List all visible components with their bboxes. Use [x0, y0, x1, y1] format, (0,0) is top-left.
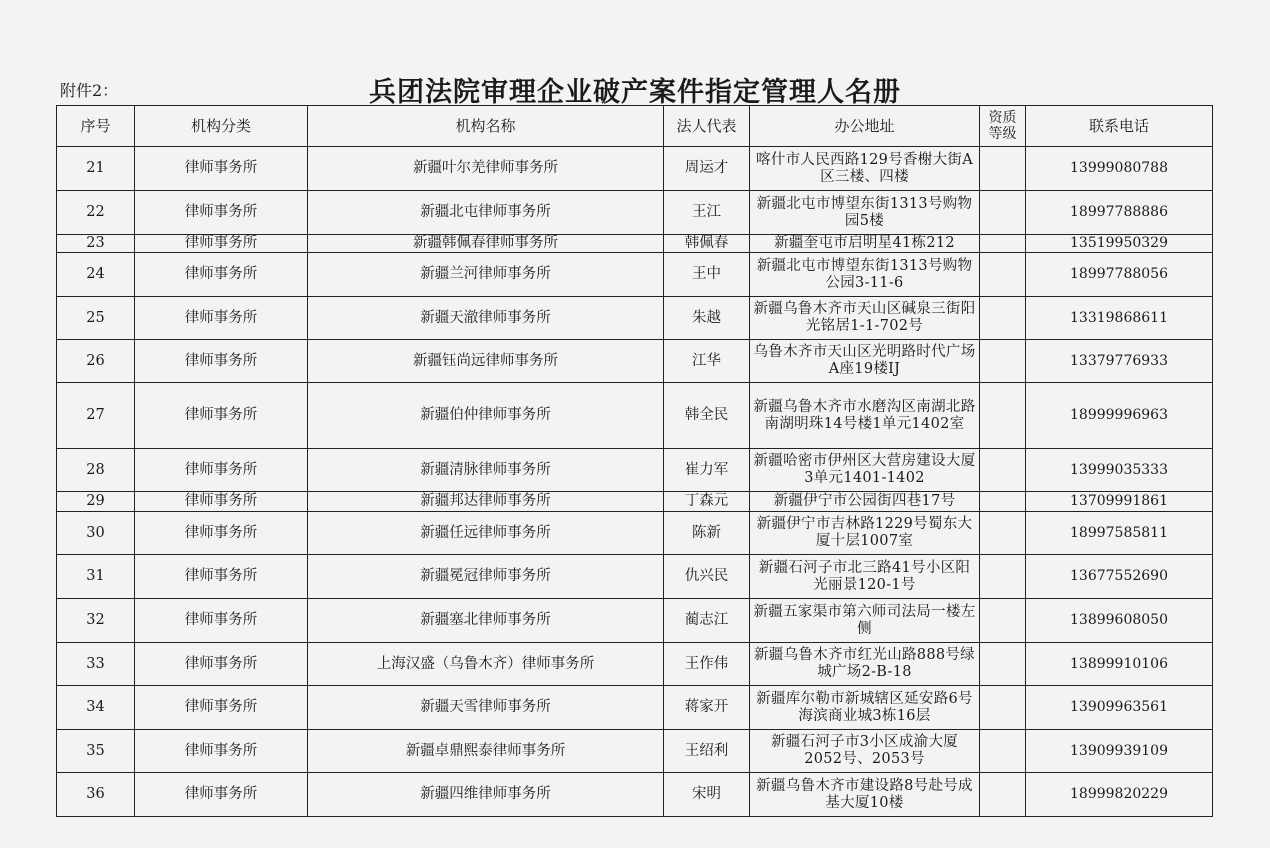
- row-qualification: [980, 686, 1026, 730]
- row-rep: 王绍利: [664, 730, 750, 773]
- table-row: [57, 191, 1213, 235]
- row-category: 律师事务所: [135, 555, 308, 599]
- row-qualification: [980, 147, 1026, 191]
- row-address: 新疆石河子市3小区成渝大厦2052号、2053号: [750, 730, 980, 773]
- row-category: 律师事务所: [135, 512, 308, 555]
- row-phone: 13909963561: [1026, 686, 1213, 730]
- row-name: 新疆钰尚远律师事务所: [308, 340, 664, 383]
- row-address: 新疆石河子市北三路41号小区阳光丽景120-1号: [750, 555, 980, 599]
- row-seq: 22: [57, 191, 135, 235]
- row-qualification: [980, 383, 1026, 449]
- table-header-row: [57, 106, 1213, 147]
- row-qualification: [980, 297, 1026, 340]
- table-row: [57, 492, 1213, 512]
- table-row: [57, 253, 1213, 297]
- row-phone: 18997788886: [1026, 191, 1213, 235]
- row-seq: 25: [57, 297, 135, 340]
- row-category: 律师事务所: [135, 773, 308, 817]
- row-qualification: [980, 773, 1026, 817]
- header-category: 机构分类: [135, 106, 308, 147]
- row-rep: 韩全民: [664, 383, 750, 449]
- row-phone: 18999820229: [1026, 773, 1213, 817]
- document-title: 兵团法院审理企业破产案件指定管理人名册: [369, 77, 901, 108]
- row-name: 新疆冕冠律师事务所: [308, 555, 664, 599]
- row-phone: 13319868611: [1026, 297, 1213, 340]
- row-phone: 18997585811: [1026, 512, 1213, 555]
- row-name: 新疆叶尔羌律师事务所: [308, 147, 664, 191]
- row-rep: 韩佩春: [664, 235, 750, 253]
- attachment-label: 附件2：: [60, 81, 119, 100]
- row-seq: 21: [57, 147, 135, 191]
- row-address: 新疆北屯市博望东街1313号购物园5楼: [750, 191, 980, 235]
- row-category: 律师事务所: [135, 730, 308, 773]
- row-category: 律师事务所: [135, 686, 308, 730]
- row-address: 乌鲁木齐市天山区光明路时代广场A座19楼IJ: [750, 340, 980, 383]
- row-qualification: [980, 599, 1026, 643]
- row-qualification: [980, 340, 1026, 383]
- row-seq: 36: [57, 773, 135, 817]
- row-name: 新疆邦达律师事务所: [308, 492, 664, 512]
- header-name: 机构名称: [308, 106, 664, 147]
- row-name: 新疆四维律师事务所: [308, 773, 664, 817]
- table-row: [57, 383, 1213, 449]
- row-name: 新疆清脉律师事务所: [308, 449, 664, 492]
- row-name: 新疆塞北律师事务所: [308, 599, 664, 643]
- row-address: 新疆库尔勒市新城辖区延安路6号海滨商业城3栋16层: [750, 686, 980, 730]
- table-row: [57, 730, 1213, 773]
- row-qualification: [980, 253, 1026, 297]
- table-row: [57, 686, 1213, 730]
- table-row: [57, 297, 1213, 340]
- header-rep: 法人代表: [664, 106, 750, 147]
- row-address: 新疆哈密市伊州区大营房建设大厦3单元1401-1402: [750, 449, 980, 492]
- table-row: [57, 643, 1213, 686]
- row-category: 律师事务所: [135, 340, 308, 383]
- row-address: 喀什市人民西路129号香榭大街A区三楼、四楼: [750, 147, 980, 191]
- row-seq: 29: [57, 492, 135, 512]
- row-name: 新疆天澈律师事务所: [308, 297, 664, 340]
- row-category: 律师事务所: [135, 253, 308, 297]
- row-address: 新疆乌鲁木齐市天山区碱泉三街阳光铭居1-1-702号: [750, 297, 980, 340]
- row-phone: 13677552690: [1026, 555, 1213, 599]
- row-qualification: [980, 643, 1026, 686]
- table-row: [57, 147, 1213, 191]
- row-qualification: [980, 730, 1026, 773]
- row-category: 律师事务所: [135, 297, 308, 340]
- table-row: [57, 555, 1213, 599]
- row-name: 新疆伯仲律师事务所: [308, 383, 664, 449]
- row-phone: 13519950329: [1026, 235, 1213, 253]
- row-rep: 丁森元: [664, 492, 750, 512]
- row-phone: 13909939109: [1026, 730, 1213, 773]
- row-seq: 30: [57, 512, 135, 555]
- row-category: 律师事务所: [135, 235, 308, 253]
- row-name: 上海汉盛（乌鲁木齐）律师事务所: [308, 643, 664, 686]
- row-rep: 王中: [664, 253, 750, 297]
- row-phone: 13999035333: [1026, 449, 1213, 492]
- row-qualification: [980, 235, 1026, 253]
- row-address: 新疆伊宁市吉林路1229号蜀东大厦十层1007室: [750, 512, 980, 555]
- row-name: 新疆北屯律师事务所: [308, 191, 664, 235]
- row-category: 律师事务所: [135, 643, 308, 686]
- row-rep: 崔力军: [664, 449, 750, 492]
- row-seq: 27: [57, 383, 135, 449]
- row-rep: 仇兴民: [664, 555, 750, 599]
- row-rep: 王江: [664, 191, 750, 235]
- row-seq: 33: [57, 643, 135, 686]
- row-seq: 23: [57, 235, 135, 253]
- header-address: 办公地址: [750, 106, 980, 147]
- table-row: [57, 599, 1213, 643]
- row-rep: 王作伟: [664, 643, 750, 686]
- row-phone: 18997788056: [1026, 253, 1213, 297]
- table-row: [57, 340, 1213, 383]
- row-rep: 宋明: [664, 773, 750, 817]
- header-phone: 联系电话: [1026, 106, 1213, 147]
- row-category: 律师事务所: [135, 599, 308, 643]
- row-rep: 蔺志江: [664, 599, 750, 643]
- row-category: 律师事务所: [135, 383, 308, 449]
- row-qualification: [980, 492, 1026, 512]
- row-category: 律师事务所: [135, 449, 308, 492]
- row-seq: 26: [57, 340, 135, 383]
- table-row: [57, 773, 1213, 817]
- row-name: 新疆天雪律师事务所: [308, 686, 664, 730]
- row-name: 新疆任远律师事务所: [308, 512, 664, 555]
- row-address: 新疆乌鲁木齐市红光山路888号绿城广场2-B-18: [750, 643, 980, 686]
- row-qualification: [980, 449, 1026, 492]
- row-seq: 28: [57, 449, 135, 492]
- row-rep: 陈新: [664, 512, 750, 555]
- row-phone: 13709991861: [1026, 492, 1213, 512]
- row-address: 新疆乌鲁木齐市水磨沟区南湖北路南湖明珠14号楼1单元1402室: [750, 383, 980, 449]
- row-category: 律师事务所: [135, 191, 308, 235]
- row-address: 新疆伊宁市公园街四巷17号: [750, 492, 980, 512]
- row-rep: 周运才: [664, 147, 750, 191]
- row-address: 新疆北屯市博望东街1313号购物公园3-11-6: [750, 253, 980, 297]
- row-phone: 13899608050: [1026, 599, 1213, 643]
- row-address: 新疆五家渠市第六师司法局一楼左侧: [750, 599, 980, 643]
- header-qualification: 资质等级: [980, 106, 1026, 147]
- row-rep: 朱越: [664, 297, 750, 340]
- row-phone: 13379776933: [1026, 340, 1213, 383]
- row-address: 新疆乌鲁木齐市建设路8号赴号成基大厦10楼: [750, 773, 980, 817]
- row-phone: 13899910106: [1026, 643, 1213, 686]
- row-seq: 34: [57, 686, 135, 730]
- row-qualification: [980, 512, 1026, 555]
- row-qualification: [980, 191, 1026, 235]
- row-phone: 13999080788: [1026, 147, 1213, 191]
- table-body: [57, 147, 1213, 817]
- row-qualification: [980, 555, 1026, 599]
- manager-roster-table: [56, 105, 1213, 817]
- row-category: 律师事务所: [135, 147, 308, 191]
- row-rep: 蒋家开: [664, 686, 750, 730]
- row-rep: 江华: [664, 340, 750, 383]
- header-seq: 序号: [57, 106, 135, 147]
- row-category: 律师事务所: [135, 492, 308, 512]
- table-row: [57, 512, 1213, 555]
- row-address: 新疆奎屯市启明星41栋212: [750, 235, 980, 253]
- row-name: 新疆韩佩春律师事务所: [308, 235, 664, 253]
- table-row: [57, 449, 1213, 492]
- row-seq: 31: [57, 555, 135, 599]
- row-name: 新疆兰河律师事务所: [308, 253, 664, 297]
- row-seq: 35: [57, 730, 135, 773]
- row-name: 新疆卓鼎熙泰律师事务所: [308, 730, 664, 773]
- table-row: [57, 235, 1213, 253]
- row-seq: 24: [57, 253, 135, 297]
- row-phone: 18999996963: [1026, 383, 1213, 449]
- row-seq: 32: [57, 599, 135, 643]
